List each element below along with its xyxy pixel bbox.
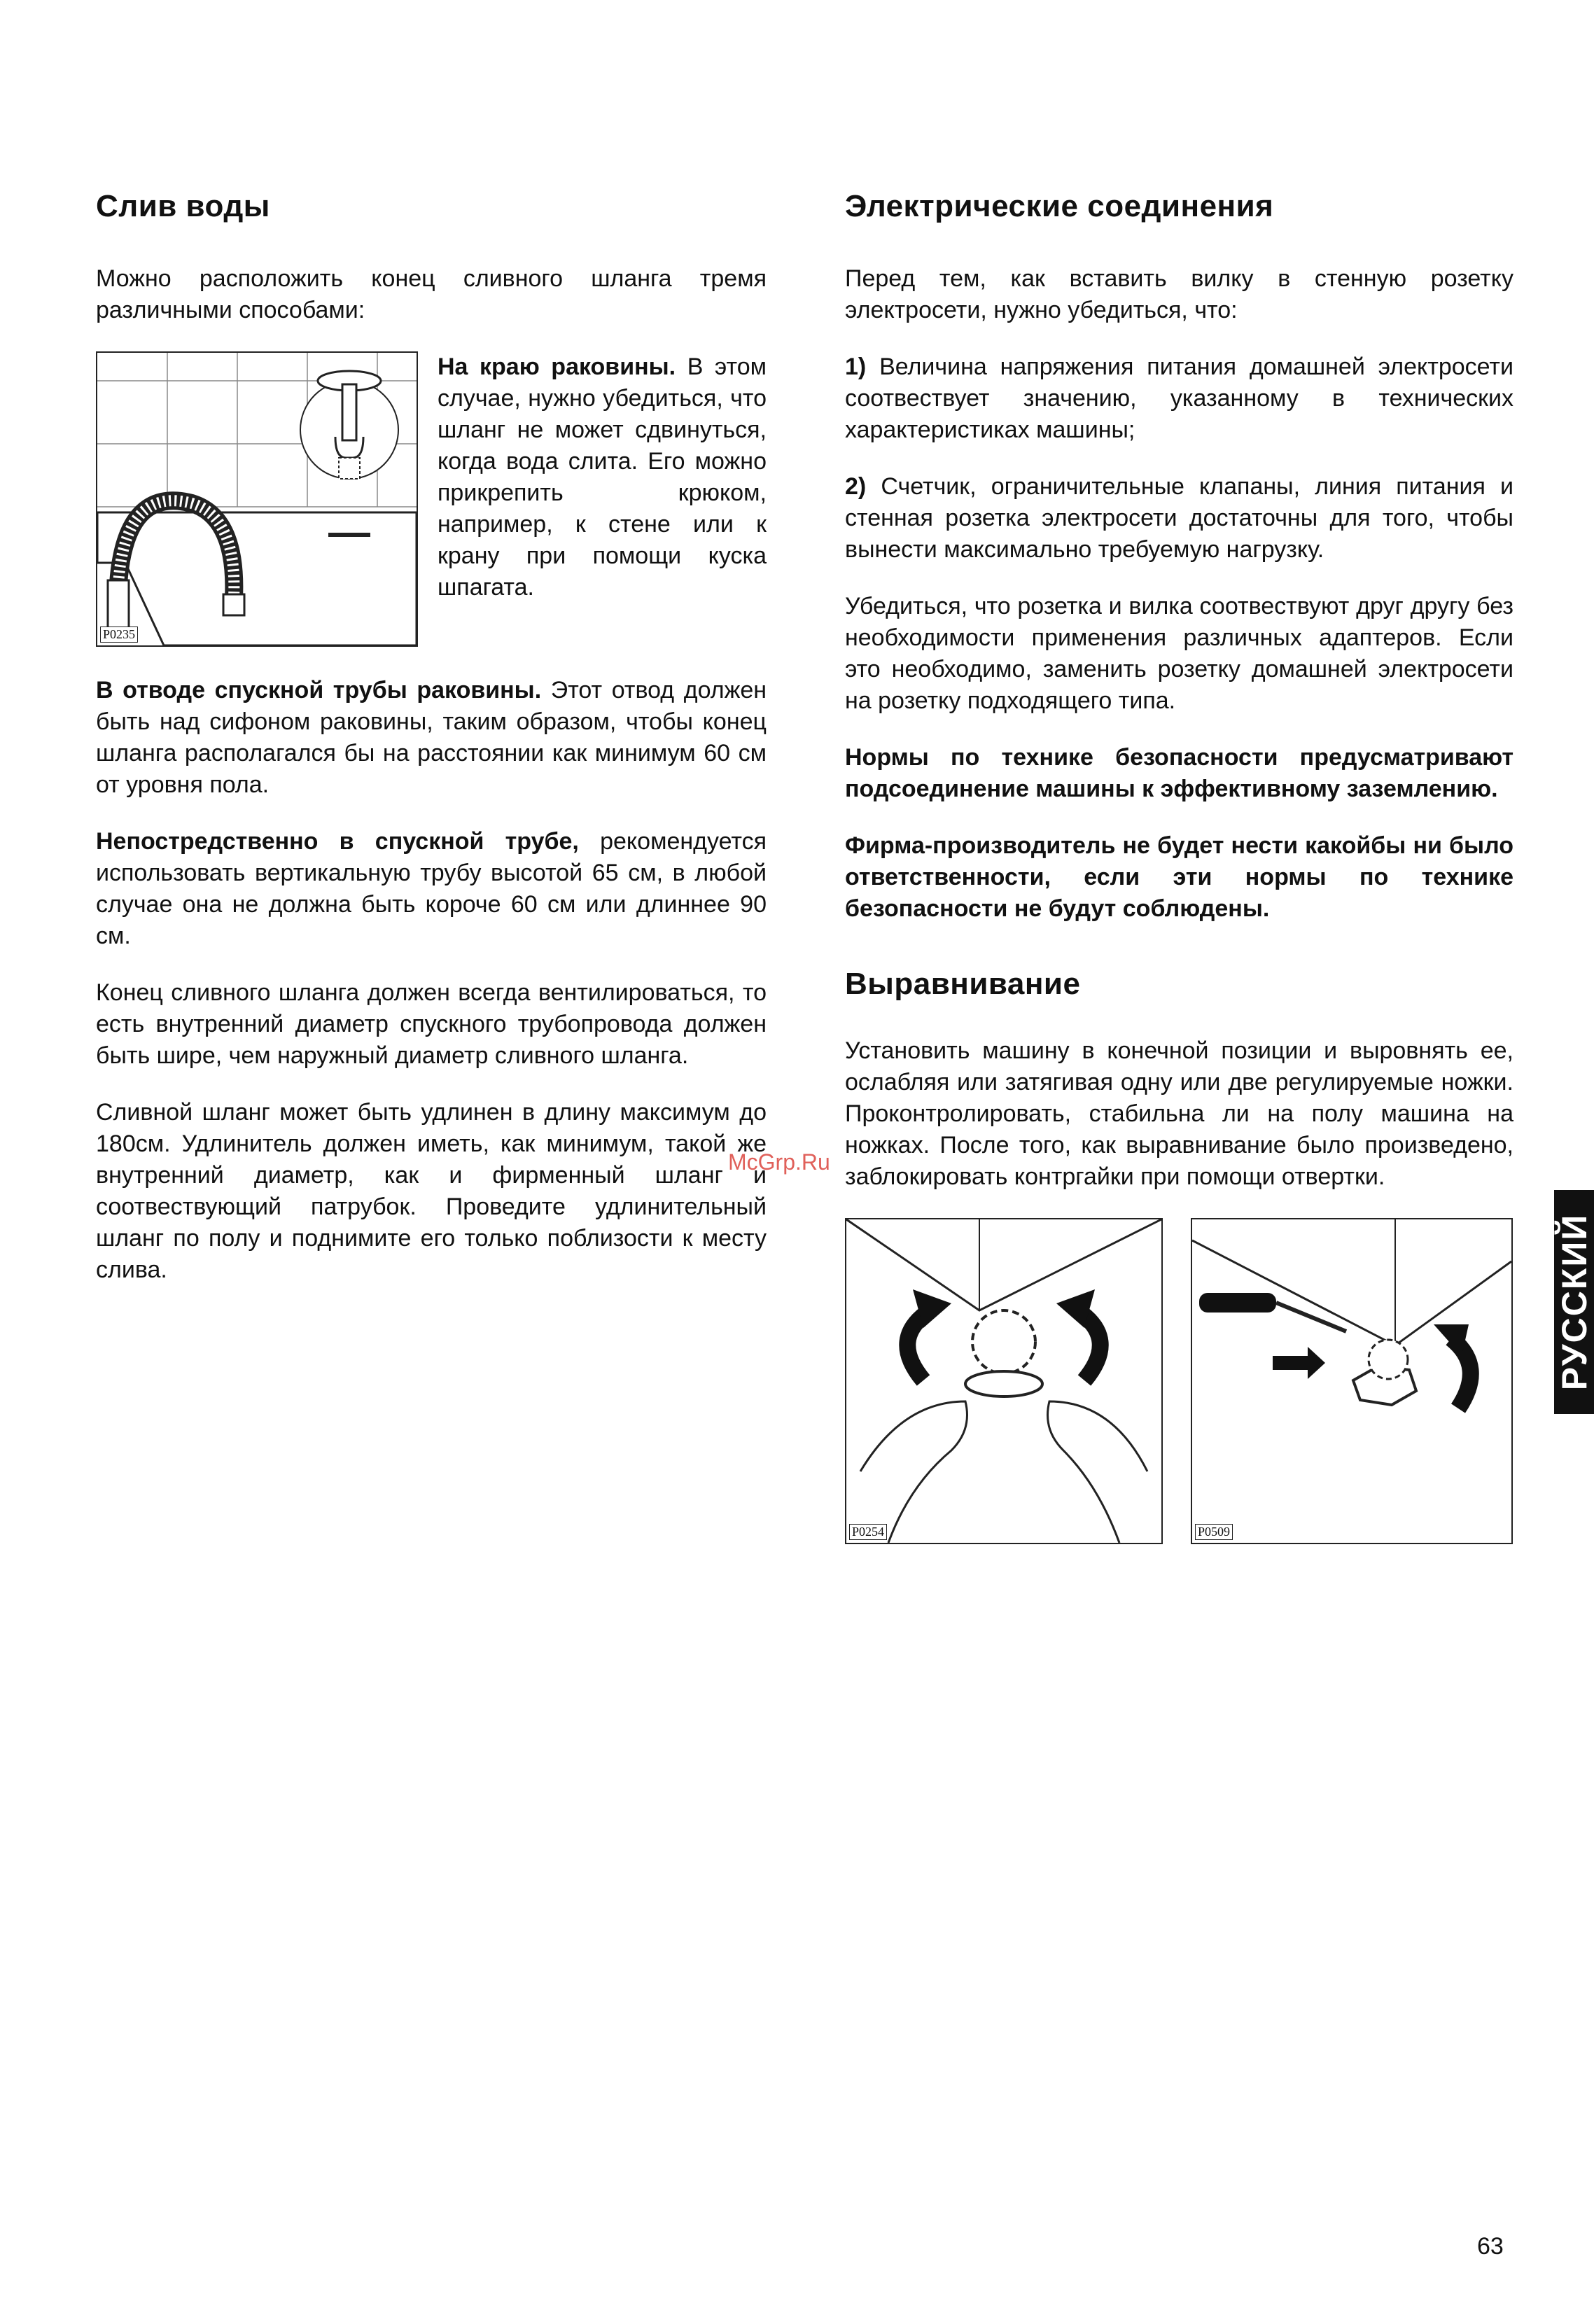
leveling-figures — [845, 1218, 1513, 1544]
leveling-heading: Выравнивание — [845, 967, 1081, 1001]
screwdriver-lock-drawing — [1192, 1219, 1511, 1543]
sink-edge-text — [438, 351, 767, 603]
hand-adjust-drawing — [846, 1219, 1161, 1543]
drain-pipe-branch-paragraph — [96, 675, 767, 801]
grounding-warning: Нормы по технике безопасности предусматривают подсоединение машины к эффективному заземлению. — [845, 744, 1513, 802]
item-2-text: Счетчик, ограничительные клапаны, линия питания и стенная розетка электросети достаточны для того, чтобы вынести максимально требуемую нагрузку. — [845, 473, 1513, 563]
language-tab-label: РУССКИЙ — [1554, 1213, 1594, 1391]
item-1-text: Величина напряжения питания домашней электросети соотвествует значению, указанному в технических характеристиках машины; — [845, 354, 1513, 443]
figure-code: P0254 — [849, 1524, 887, 1540]
left-column — [96, 189, 767, 1311]
leveling-screwdriver-illustration — [1191, 1218, 1513, 1544]
sink-edge-desc: В этом случае, нужно убедиться, что шланг не может сдвинуться, когда вода слита. Его можно прикрепить крюком, например, к стене или к крану при помощи куска шпагата. — [438, 354, 767, 601]
figure-code: P0235 — [100, 626, 138, 643]
figure-code: P0509 — [1195, 1524, 1233, 1540]
sink-edge-block — [96, 351, 767, 647]
drain-pipe-branch-label: В отводе спускной трубы раковины. — [96, 677, 542, 704]
electrical-item-1 — [845, 351, 1513, 446]
item-1-number: 1) — [845, 354, 867, 380]
leveling-hand-illustration — [845, 1218, 1163, 1544]
adapter-paragraph: Убедиться, что розетка и вилка соотвествуют друг другу без необходимости применения различных адаптеров. Если это необходимо, заменить розетку домашней электросети на розетку подходящего типа. — [845, 593, 1513, 714]
extension-paragraph: Сливной шланг может быть удлинен в длину максимум до 180см. Удлинитель должен иметь, как минимум, такой же внутренний диаметр, как и фирменный шланг и соотвествующий патрубок. Проведите удлинительный шланг по полу и поднимите его только поблизости к месту слива. — [96, 1099, 767, 1283]
direct-drain-text: рекомендуется использовать вертикальную трубу высотой 65 см, в любой случае она не должна быть короче 60 см или длиннее 90 см. — [96, 828, 767, 949]
sink-edge-label: На краю раковины. — [438, 354, 676, 380]
page-number: 63 — [1477, 2233, 1504, 2260]
leveling-paragraph: Установить машину в конечной позиции и выровнять ее, ослабляя или затягивая одну или две регулируемые ножки. Проконтролировать, стабильна ли на полу машина на ножках. После того, как выравнивание было произведено, заблокировать контргайки при помощи отвертки. — [845, 1037, 1513, 1190]
sink-hose-drawing — [97, 353, 417, 645]
electrical-heading: Электрические соединения — [845, 189, 1274, 223]
ventilation-paragraph: Конец сливного шланга должен всегда вентилироваться, то есть внутренний диаметр спускного трубопровода должен быть шире, чем наружный диаметр сливного шланга. — [96, 979, 767, 1069]
direct-drain-label: Непостредственно в спускной трубе, — [96, 828, 579, 855]
right-column — [845, 189, 1513, 1544]
direct-drain-paragraph — [96, 826, 767, 952]
drain-heading: Слив воды — [96, 189, 270, 223]
item-2-number: 2) — [845, 473, 867, 500]
liability-warning: Фирма-производитель не будет нести какойбы ни было ответственности, если эти нормы по технике безопасности не будут соблюдены. — [845, 832, 1513, 922]
electrical-item-2 — [845, 471, 1513, 566]
drain-intro: Можно расположить конец сливного шланга тремя различными способами: — [96, 265, 767, 323]
watermark: McGrp.Ru — [728, 1149, 830, 1175]
language-tab — [1554, 1190, 1594, 1414]
sink-hose-illustration — [96, 351, 418, 647]
drain-pipe-branch-text: Этот отвод должен быть над сифоном раковины, таким образом, чтобы конец шланга располагался бы на расстоянии как минимум 60 см от уровня пола. — [96, 677, 767, 798]
electrical-intro: Перед тем, как вставить вилку в стенную розетку электросети, нужно убедиться, что: — [845, 265, 1513, 323]
